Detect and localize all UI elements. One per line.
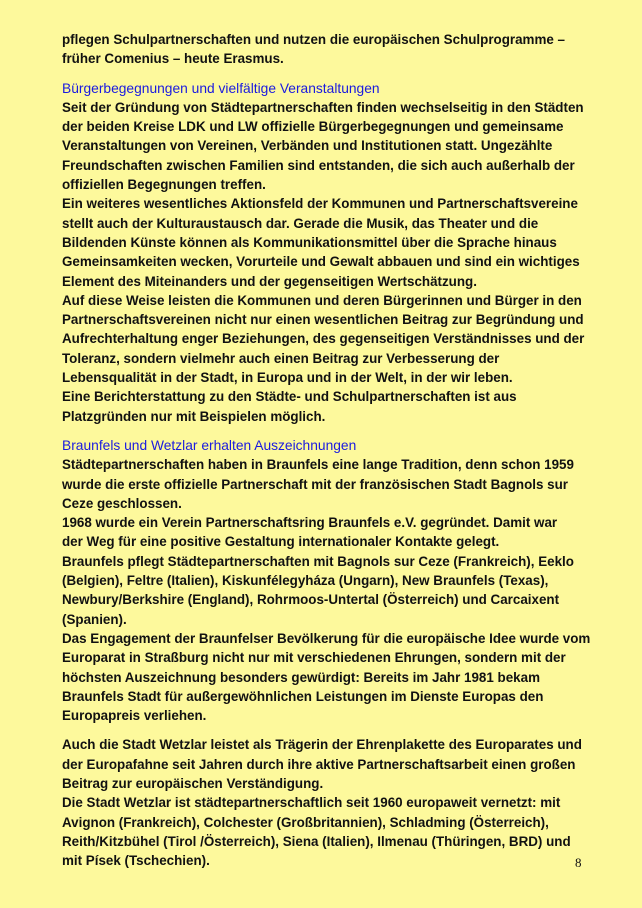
- spacer: [62, 426, 592, 436]
- section-heading-auszeichnungen: Braunfels und Wetzlar erhalten Auszeichnungen: [62, 437, 357, 453]
- spacer: [62, 69, 592, 79]
- intro-paragraph: pflegen Schulpartnerschaften und nutzen die europäischen Schulprogramme – früher Comenius – heute Erasmus.: [62, 32, 565, 67]
- spacer: [62, 725, 592, 735]
- page-number: 8: [575, 855, 582, 870]
- document-content: [62, 30, 592, 870]
- section-body-braunfels: Städtepartnerschaften haben in Braunfels eine lange Tradition, denn schon 1959 wurde die erste offizielle Partnerschaft mit der französischen Stadt Bagnols sur Ceze geschlossen. 1968 wurde ein Verein Partnerschaftsring Braunfels e.V. gegründet. Damit war der Weg für eine positive Gestaltung internationaler Kontakte gelegt. Braunfels pflegt Städtepartnerschaften mit Bagnols sur Ceze (Frankreich), Eeklo (Belgien), Feltre (Italien), Kiskunfélegyháza (Ungarn), New Braunfels (Texas), Newbury/Berkshire (England), Rohrmoos-Untertal (Österreich) und Carcaixent (Spanien). Das Engagement der Braunfelser Bevölkerung für die europäische Idee wurde vom Europarat in Straßburg nicht nur mit verschiedenen Ehrungen, sondern mit der höchsten Auszeichnung besonders gewürdigt: Bereits im Jahr 1981 bekam Braunfels Stadt für außergewöhnlichen Leistungen im Dienste Europas den Europapreis verliehen.: [62, 457, 591, 724]
- section-heading-buergerbegegnungen: Bürgerbegegnungen und vielfältige Veranstaltungen: [62, 80, 380, 96]
- section-body-buergerbegegnungen: Seit der Gründung von Städtepartnerschaften finden wechselseitig in den Städten der beiden Kreise LDK und LW offizielle Bürgerbegegnungen und gemeinsame Veranstaltungen von Vereinen, Verbänden und Institutionen statt. Ungezählte Freundschaften zwischen Familien sind entstanden, die sich auch außerhalb der offiziellen Begegnungen treffen. Ein weiteres wesentliches Aktionsfeld der Kommunen und Partnerschaftsvereine stellt auch der Kulturaustausch dar. Gerade die Musik, das Theater und die Bildenden Künste können als Kommunikationsmittel über die Sprache hinaus Gemeinsamkeiten wecken, Vorurteile und Gewalt abbauen und sind ein wichtiges Element des Miteinanders und der gegenseitigen Wertschätzung. Auf diese Weise leisten die Kommunen und deren Bürgerinnen und Bürger in den Partnerschaftsvereinen nicht nur einen wesentlichen Beitrag zur Begründung und Aufrechterhaltung enger Beziehungen, des gegenseitigen Verständnisses und der Toleranz, sondern vielmehr auch einen Beitrag zur Verbesserung der Lebensqualität in der Stadt, in Europa und in der Welt, in der wir leben. Eine Berichterstattung zu den Städte- und Schulpartnerschaften ist aus Platzgründen nur mit Beispielen möglich.: [62, 99, 585, 424]
- section-body-wetzlar: Auch die Stadt Wetzlar leistet als Trägerin der Ehrenplakette des Europarates und der Europafahne seit Jahren durch ihre aktive Partnerschaftsarbeit einen großen Beitrag zur europäischen Verständigung. Die Stadt Wetzlar ist städtepartnerschaftlich seit 1960 europaweit vernetzt: mit Avignon (Frankreich), Colchester (Großbritannien), Schladming (Österreich), Reith/Kitzbühel (Tirol /Österreich), Siena (Italien), Ilmenau (Thüringen, BRD) und mit Písek (Tschechien).: [62, 737, 582, 869]
